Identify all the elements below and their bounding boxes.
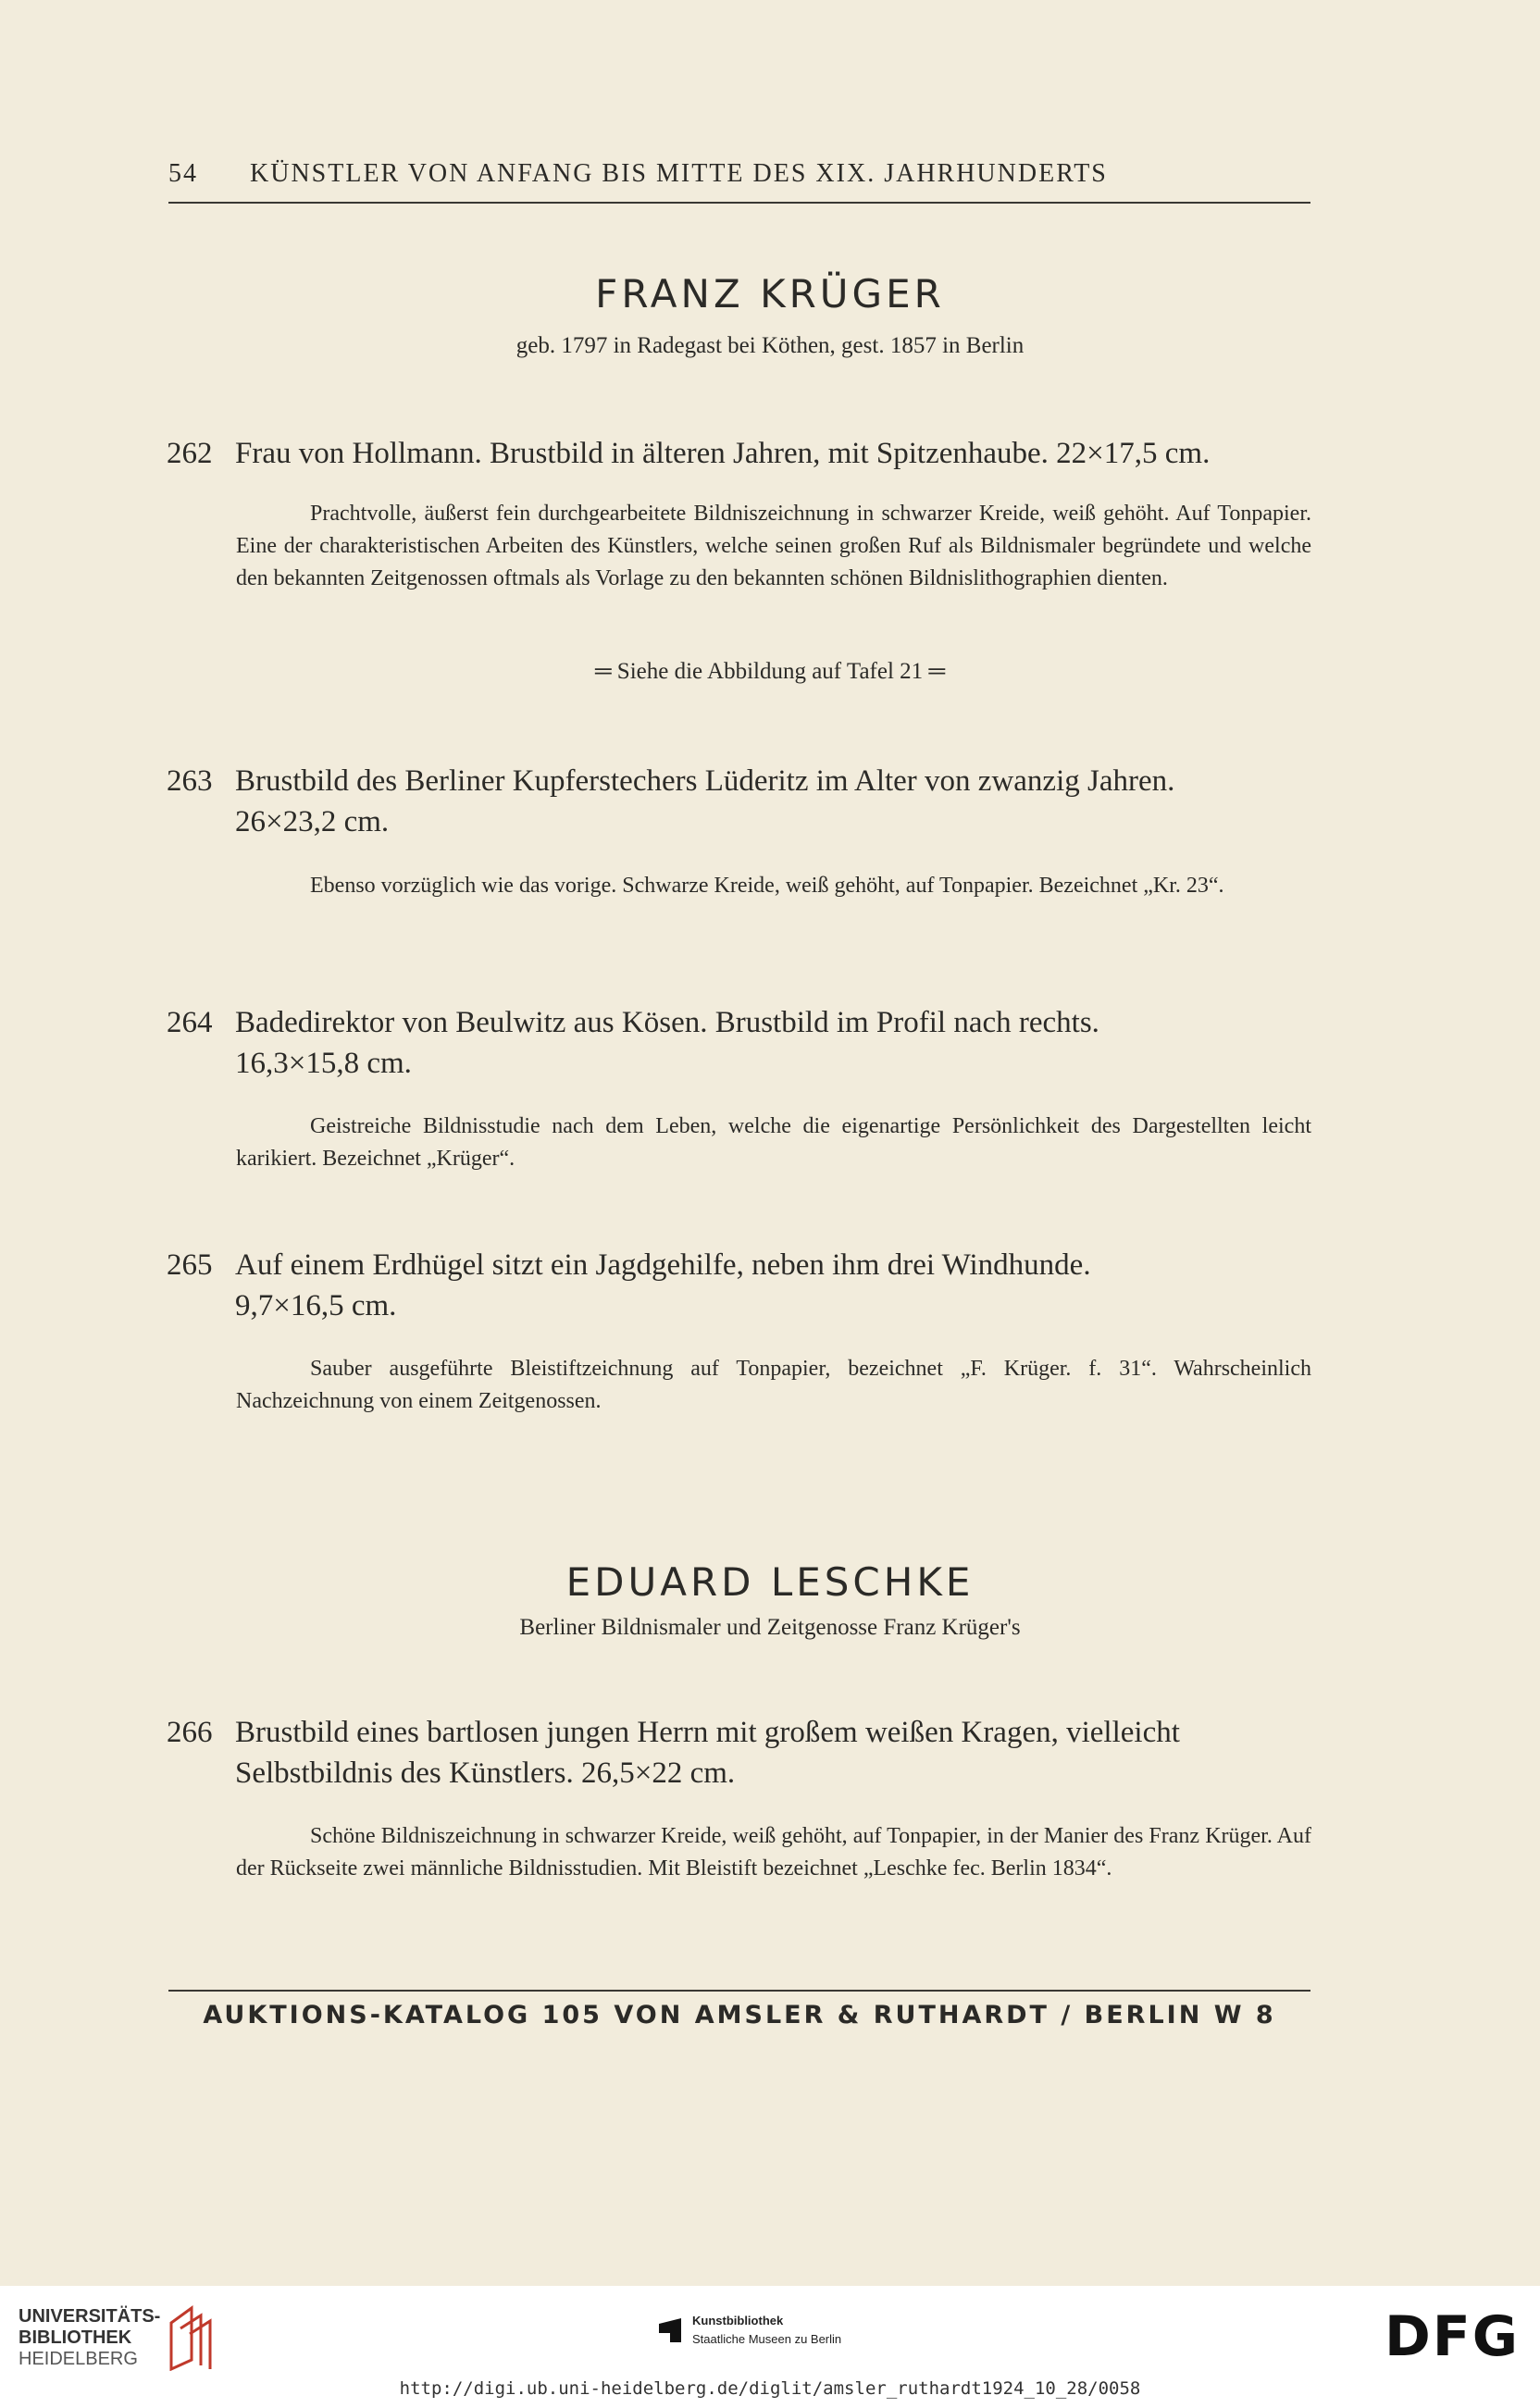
lot-number: 263 xyxy=(167,764,213,798)
lot-description-text: Prachtvolle, äußerst fein durchgearbeitete Bildniszeichnung in schwarzer Kreide, weiß gehöht. Auf Tonpapier. Eine der charakteristischen Arbeiten des Künstlers, welche seinen großen Ruf als Bildnismaler begründete und welche den bekannten Zeitgenossen oftmals als Vorlage zu den bekannten schönen Bildnislithographien dienten. xyxy=(236,502,1311,590)
kb-line1: Kunstbibliothek xyxy=(692,2314,784,2327)
dfg-logo[interactable]: DFG xyxy=(1384,2304,1520,2369)
lot-dimensions: 9,7×16,5 cm. xyxy=(235,1289,397,1322)
ub-heidelberg-logo[interactable] xyxy=(19,2304,216,2371)
lot-description-text: Schöne Bildniszeichnung in schwarzer Kreide, weiß gehöht, auf Tonpapier, in der Manier des Franz Krüger. Auf der Rückseite zwei männliche Bildnisstudien. Mit Bleistift bezeichnet „Leschke fec. Berlin 1834“. xyxy=(236,1824,1311,1880)
plate-reference: ═ Siehe die Abbildung auf Tafel 21 ═ xyxy=(594,659,946,684)
permalink-url[interactable]: http://digi.ub.uni-heidelberg.de/diglit/amsler_ruthardt1924_10_28/0058 xyxy=(399,2378,1141,2399)
lot-title: Auf einem Erdhügel sitzt ein Jagdgehilfe, neben ihm drei Windhunde. xyxy=(235,1248,1091,1282)
lot-title: Badedirektor von Beulwitz aus Kösen. Brustbild im Profil nach rechts. xyxy=(235,1006,1099,1039)
catalog-footer: AUKTIONS-KATALOG 105 VON AMSLER & RUTHARDT / BERLIN W 8 xyxy=(203,2001,1276,2029)
footer-rule xyxy=(168,1990,1310,1992)
lot-264-heading xyxy=(167,1002,1314,1084)
lot-number: 262 xyxy=(167,437,213,470)
artist-bio-leschke: Berliner Bildnismaler und Zeitgenosse Franz Krüger's xyxy=(519,1615,1021,1640)
lot-262-heading xyxy=(167,433,1314,474)
kunstbibliothek-emblem-icon xyxy=(657,2315,683,2346)
lot-dimensions: Selbstbildnis des Künstlers. 26,5×22 cm. xyxy=(235,1756,736,1790)
lot-number: 266 xyxy=(167,1716,213,1749)
ub-emblem-icon xyxy=(164,2304,216,2371)
lot-description-text: Ebenso vorzüglich wie das vorige. Schwarze Kreide, weiß gehöht, auf Tonpapier. Bezeichnet „Kr. 23“. xyxy=(310,874,1224,898)
lot-266-heading xyxy=(167,1712,1314,1794)
lot-description-text: Geistreiche Bildnisstudie nach dem Leben, welche die eigenartige Persönlichkeit des Dargestellten leicht karikiert. Bezeichnet „Krüger“. xyxy=(236,1114,1311,1171)
lot-263-heading xyxy=(167,761,1314,842)
ub-line1: UNIVERSITÄTS- xyxy=(19,2305,161,2327)
lot-title: Frau von Hollmann. Brustbild in älteren Jahren, mit Spitzenhaube. 22×17,5 cm. xyxy=(235,437,1211,470)
ub-line3: HEIDELBERG xyxy=(19,2348,138,2369)
page-number: 54 xyxy=(168,159,198,188)
header-rule xyxy=(168,202,1310,204)
lot-title: Brustbild eines bartlosen jungen Herrn mit großem weißen Kragen, vielleicht xyxy=(235,1716,1180,1749)
lot-264-description xyxy=(236,1111,1311,1175)
digitization-band xyxy=(0,2286,1540,2408)
artist-name-krueger: FRANZ KRÜGER xyxy=(595,271,945,317)
lot-263-description xyxy=(236,870,1311,902)
running-header xyxy=(168,159,1310,189)
kunstbibliothek-logo[interactable] xyxy=(657,2312,841,2349)
artist-bio-krueger: geb. 1797 in Radegast bei Köthen, gest. 1857 in Berlin xyxy=(515,333,1025,358)
artist-name-leschke: EDUARD LESCHKE xyxy=(565,1559,975,1605)
lot-dimensions: 16,3×15,8 cm. xyxy=(235,1047,412,1080)
ub-line2: BIBLIOTHEK xyxy=(19,2327,132,2348)
lot-number: 264 xyxy=(167,1006,213,1039)
lot-265-description xyxy=(236,1353,1311,1418)
lot-266-description xyxy=(236,1820,1311,1885)
lot-number: 265 xyxy=(167,1248,213,1282)
lot-title: Brustbild des Berliner Kupferstechers Lüderitz im Alter von zwanzig Jahren. xyxy=(235,764,1175,798)
lot-dimensions: 26×23,2 cm. xyxy=(235,805,390,838)
lot-262-description xyxy=(236,498,1311,595)
lot-265-heading xyxy=(167,1245,1314,1326)
kb-line2: Staatliche Museen zu Berlin xyxy=(692,2332,842,2346)
running-title: KÜNSTLER VON ANFANG BIS MITTE DES XIX. JAHRHUNDERTS xyxy=(250,159,1108,188)
lot-description-text: Sauber ausgeführte Bleistiftzeichnung auf Tonpapier, bezeichnet „F. Krüger. f. 31“. Wahrscheinlich Nachzeichnung von einem Zeitgenossen. xyxy=(236,1357,1311,1413)
